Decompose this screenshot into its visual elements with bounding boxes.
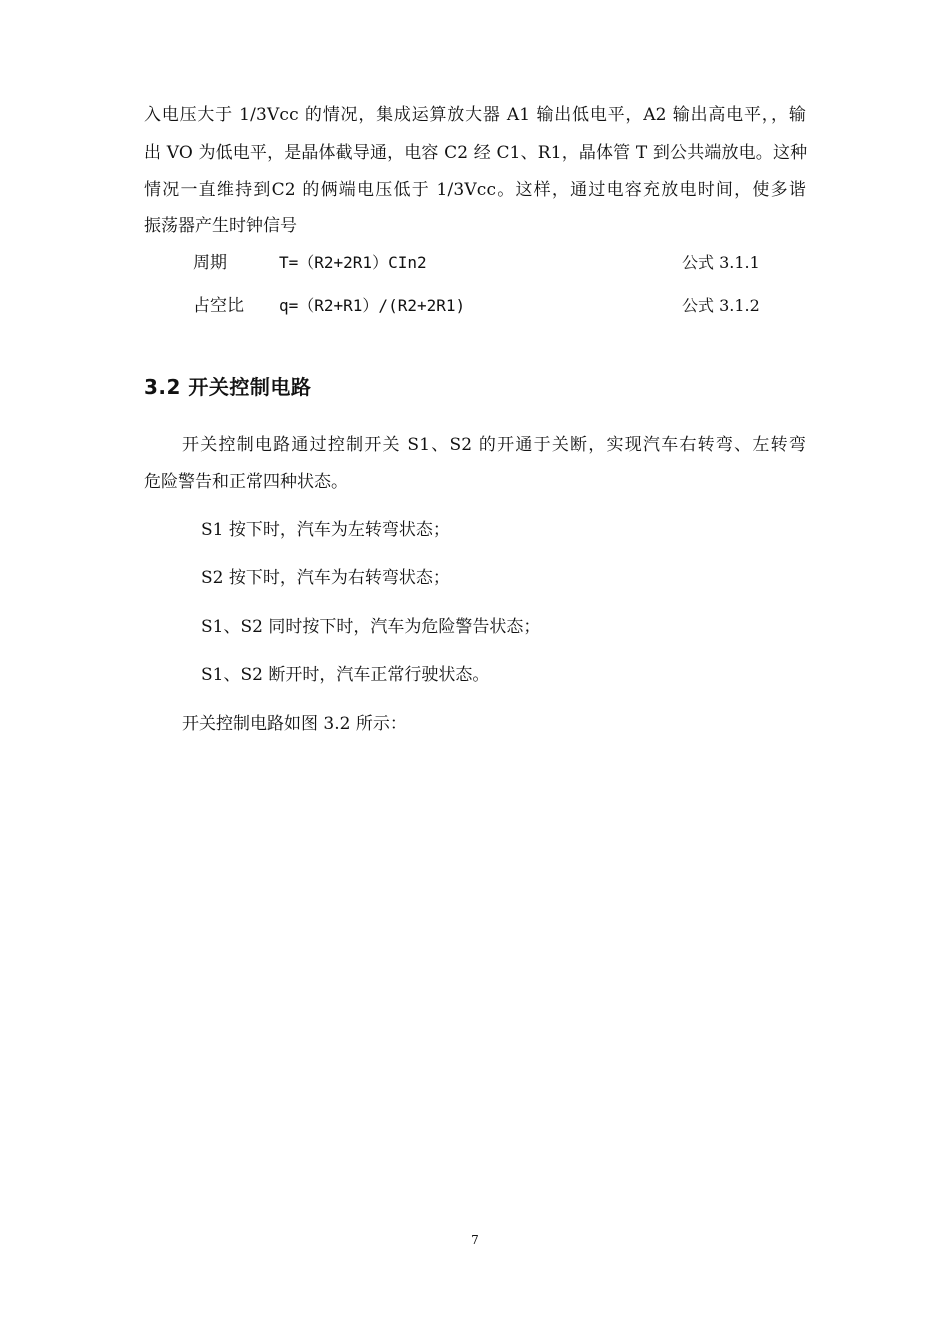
list-item: S1、S2 同时按下时，汽车为危险警告状态；	[201, 617, 541, 637]
paragraph-line: 入电压大于 1/3Vcc 的情况，集成运算放大器 A1 输出低电平，A2 输出高电平，，输	[144, 105, 806, 125]
page-number: 7	[471, 1233, 479, 1247]
formula-label: 周期	[193, 253, 227, 273]
paragraph-line: 振荡器产生时钟信号	[144, 216, 297, 236]
formula-expression: T=（R2+2R1）CIn2	[279, 253, 427, 272]
paragraph-line: 危险警告和正常四种状态。	[144, 472, 348, 492]
formula-label: 占空比	[193, 296, 244, 316]
figure-reference: 开关控制电路如图 3.2 所示：	[182, 714, 407, 734]
paragraph-line: 开关控制电路通过控制开关 S1、S2 的开通于关断，实现汽车右转弯、左转弯	[182, 435, 806, 455]
paragraph-line: 出 VO 为低电平，是晶体截导通，电容 C2 经 C1、R1，晶体管 T 到公共端放电。这种	[144, 143, 808, 163]
formula-expression: q=（R2+R1）/(R2+2R1)	[279, 296, 466, 315]
formula-reference: 公式 3.1.2	[682, 296, 760, 315]
paragraph-line: 情况一直维持到C2 的俩端电压低于 1/3Vcc。这样，通过电容充放电时间，使多谐	[144, 180, 806, 200]
list-item: S1、S2 断开时，汽车正常行驶状态。	[201, 665, 490, 685]
list-item: S1 按下时，汽车为左转弯状态；	[201, 520, 450, 540]
section-heading: 3.2 开关控制电路	[144, 374, 312, 399]
list-item: S2 按下时，汽车为右转弯状态；	[201, 568, 450, 588]
formula-reference: 公式 3.1.1	[682, 253, 760, 272]
